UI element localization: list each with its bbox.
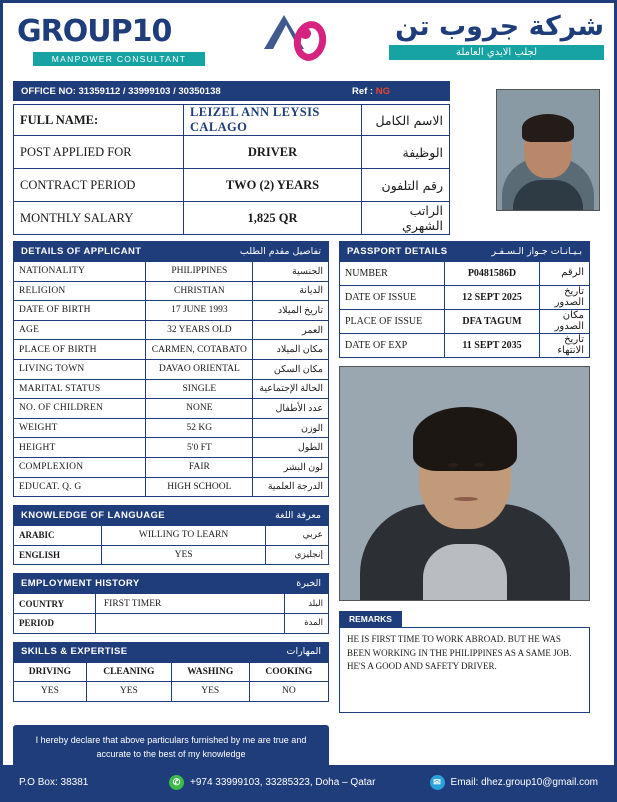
row-label-arabic: العمر xyxy=(253,320,329,340)
mail-icon: ✉ xyxy=(430,775,445,790)
row-value: 12 SEPT 2025 xyxy=(445,286,540,310)
footer-email[interactable] xyxy=(430,775,598,790)
row-value: YES xyxy=(102,545,266,565)
ref-text: Ref : xyxy=(351,85,374,97)
skill-value: YES xyxy=(14,682,87,702)
row-value: 52 KG xyxy=(146,418,253,438)
row-label-arabic: الوزن xyxy=(253,418,329,438)
table-row xyxy=(14,262,329,282)
fullname-label: FULL NAME: xyxy=(14,105,184,136)
table-row xyxy=(14,340,329,360)
left-column xyxy=(13,241,329,713)
post-applied-label: POST APPLIED FOR xyxy=(14,136,184,169)
row-label: NO. OF CHILDREN xyxy=(14,399,146,419)
declaration-statement: I hereby declare that above particulars furnished by me are true and accurate to the best of my knowledge xyxy=(13,725,329,770)
table-row xyxy=(340,334,590,358)
table-row xyxy=(14,281,329,301)
skills-table xyxy=(13,662,329,702)
remarks-label: REMARKS xyxy=(339,611,402,627)
row-label: WEIGHT xyxy=(14,418,146,438)
table-row xyxy=(14,359,329,379)
table-row xyxy=(14,682,329,702)
row-label-arabic: الطول xyxy=(253,438,329,458)
table-row xyxy=(14,477,329,497)
language-table xyxy=(13,525,329,565)
contract-period-label: CONTRACT PERIOD xyxy=(14,169,184,202)
row-label: PLACE OF BIRTH xyxy=(14,340,146,360)
row-value: CARMEN, COTABATO xyxy=(146,340,253,360)
row-label-arabic: تاريخ الميلاد xyxy=(253,301,329,321)
section-header-passport xyxy=(339,241,590,261)
table-row xyxy=(14,202,450,235)
footer-phone xyxy=(169,775,430,790)
table-row xyxy=(14,457,329,477)
post-applied-arabic: الوظيفة xyxy=(362,136,450,169)
row-label: ARABIC xyxy=(14,526,102,546)
phone-icon: ✆ xyxy=(169,775,184,790)
row-label: NUMBER xyxy=(340,262,445,286)
row-label: PLACE OF ISSUE xyxy=(340,310,445,334)
row-label-arabic: الدرجة العلمية xyxy=(253,477,329,497)
fullname-label-arabic: الاسم الكامل xyxy=(362,105,450,136)
row-value: FIRST TIMER xyxy=(95,594,284,614)
table-row xyxy=(340,310,590,334)
skill-value: NO xyxy=(249,682,328,702)
post-applied-value: DRIVER xyxy=(184,136,362,169)
right-column xyxy=(339,241,590,713)
table-row xyxy=(14,545,329,565)
logo-arabic-tagline: لجلب الايدي العاملة xyxy=(389,45,604,60)
monthly-salary-label: MONTHLY SALARY xyxy=(14,202,184,235)
table-row xyxy=(14,418,329,438)
row-value: DFA TAGUM xyxy=(445,310,540,334)
employment-section-title: EMPLOYMENT HISTORY xyxy=(21,577,140,589)
fullname-value: LEIZEL ANN LEYSIS CALAGO xyxy=(184,105,362,136)
row-value: DAVAO ORIENTAL xyxy=(146,359,253,379)
row-label: EDUCAT. Q. G xyxy=(14,477,146,497)
table-row xyxy=(14,438,329,458)
skills-section-title-arabic: المهارات xyxy=(286,646,321,657)
row-label: COMPLEXION xyxy=(14,457,146,477)
table-row xyxy=(14,136,450,169)
skill-value: YES xyxy=(171,682,249,702)
company-logo xyxy=(17,9,217,66)
row-label: DATE OF ISSUE xyxy=(340,286,445,310)
row-label: MARITAL STATUS xyxy=(14,379,146,399)
document-header xyxy=(3,3,614,81)
skill-value: YES xyxy=(86,682,171,702)
monthly-salary-value: 1,825 QR xyxy=(184,202,362,235)
row-value: P0481586D xyxy=(445,262,540,286)
row-value: 11 SEPT 2035 xyxy=(445,334,540,358)
contract-period-arabic: رقم التلفون xyxy=(362,169,450,202)
employment-section-title-arabic: الخبرة xyxy=(296,577,321,589)
logo-tagline: MANPOWER CONSULTANT xyxy=(33,52,205,66)
row-label-arabic: مكان الصدور xyxy=(540,310,590,334)
skills-section-title: SKILLS & EXPERTISE xyxy=(21,646,128,657)
language-section-title-arabic: معرفة اللغة xyxy=(275,509,321,521)
row-label-arabic: تاريخ الانتهاء xyxy=(540,334,590,358)
office-number: OFFICE NO: 31359112 / 33999103 / 30350138 xyxy=(21,85,221,97)
passport-section-title: PASSPORT DETAILS xyxy=(347,245,448,257)
row-value: FAIR xyxy=(146,457,253,477)
logo-wordmark xyxy=(17,14,217,49)
row-label-arabic: الحالة الإجتماعية xyxy=(253,379,329,399)
phone-number: +974 33999103, 33285323, Doha – Qatar xyxy=(190,776,376,788)
row-label: RELIGION xyxy=(14,281,146,301)
row-label: COUNTRY xyxy=(14,594,96,614)
applicant-portrait-photo xyxy=(339,366,590,601)
row-label-arabic: مكان الميلاد xyxy=(253,340,329,360)
section-header-skills xyxy=(13,642,329,662)
document-footer xyxy=(3,765,614,799)
section-header-applicant xyxy=(13,241,329,261)
row-value: SINGLE xyxy=(146,379,253,399)
reference-label xyxy=(352,86,450,97)
table-row xyxy=(14,526,329,546)
row-label: DATE OF BIRTH xyxy=(14,301,146,321)
row-value: 32 YEARS OLD xyxy=(146,320,253,340)
table-row xyxy=(14,379,329,399)
email-address[interactable]: Email: dhez.group10@gmail.com xyxy=(450,776,598,788)
passport-details-table xyxy=(339,261,590,358)
contract-period-value: TWO (2) YEARS xyxy=(184,169,362,202)
row-label: AGE xyxy=(14,320,146,340)
skill-header: WASHING xyxy=(171,662,249,682)
office-contact-bar xyxy=(13,81,450,101)
table-row xyxy=(14,169,450,202)
content-columns xyxy=(3,235,614,713)
section-header-employment xyxy=(13,573,329,593)
company-logo-arabic xyxy=(389,9,604,60)
row-value: PHILIPPINES xyxy=(146,262,253,282)
row-value: 5'0 FT xyxy=(146,438,253,458)
table-row xyxy=(14,320,329,340)
table-row xyxy=(340,286,590,310)
skill-header: CLEANING xyxy=(86,662,171,682)
row-label-arabic: الديانة xyxy=(253,281,329,301)
group10-swirl-logo-icon xyxy=(264,13,342,69)
applicant-section-title: DETAILS OF APPLICANT xyxy=(21,245,142,257)
language-section-title: KNOWLEDGE OF LANGUAGE xyxy=(21,509,166,521)
logo-ten-text: 10 xyxy=(131,14,172,49)
center-mark xyxy=(217,9,389,69)
table-row xyxy=(340,262,590,286)
logo-arabic-name: شركة جروب تن xyxy=(395,11,604,42)
row-label: PERIOD xyxy=(14,613,96,633)
row-label-arabic: المدة xyxy=(284,613,328,633)
row-label: HEIGHT xyxy=(14,438,146,458)
row-label-arabic: الجنسية xyxy=(253,262,329,282)
applicant-summary-table xyxy=(13,104,450,235)
table-row xyxy=(14,399,329,419)
applicant-passport-photo xyxy=(496,89,600,211)
row-value: NONE xyxy=(146,399,253,419)
table-row xyxy=(14,105,450,136)
row-label: NATIONALITY xyxy=(14,262,146,282)
table-row xyxy=(14,301,329,321)
applicant-section-title-arabic: تفاصيل مقدم الطلب xyxy=(239,245,321,257)
row-label: ENGLISH xyxy=(14,545,102,565)
row-value: WILLING TO LEARN xyxy=(102,526,266,546)
applicant-details-table xyxy=(13,261,329,497)
row-label-arabic: تاريخ الصدور xyxy=(540,286,590,310)
row-value: HIGH SCHOOL xyxy=(146,477,253,497)
row-label-arabic: عربي xyxy=(266,526,329,546)
row-label: LIVING TOWN xyxy=(14,359,146,379)
row-label-arabic: مكان السكن xyxy=(253,359,329,379)
row-value: 17 JUNE 1993 xyxy=(146,301,253,321)
row-label-arabic: الرقم xyxy=(540,262,590,286)
monthly-salary-arabic: الراتب الشهري xyxy=(362,202,450,235)
row-value: CHRISTIAN xyxy=(146,281,253,301)
ref-value: NG xyxy=(375,85,390,97)
skill-header: COOKING xyxy=(249,662,328,682)
row-value xyxy=(95,613,284,633)
remarks-text: HE IS FIRST TIME TO WORK ABROAD. BUT HE WAS BEEN WORKING IN THE PHILIPPINES AS A SAME JOB. HE'S A GOOD AND SAFETY DRIVER. xyxy=(339,627,590,713)
table-row xyxy=(14,594,329,614)
employment-history-table xyxy=(13,593,329,633)
passport-section-title-arabic: بـيـانـات جـواز الـسـفـر xyxy=(491,245,582,257)
row-label-arabic: إنجليزي xyxy=(266,545,329,565)
row-label-arabic: عدد الأطفال xyxy=(253,399,329,419)
table-row xyxy=(14,613,329,633)
row-label-arabic: البلد xyxy=(284,594,328,614)
row-label-arabic: لون البشر xyxy=(253,457,329,477)
skill-header: DRIVING xyxy=(14,662,87,682)
po-box: P.O Box: 38381 xyxy=(19,776,89,788)
section-header-language xyxy=(13,505,329,525)
table-header-row xyxy=(14,662,329,682)
row-label: DATE OF EXP xyxy=(340,334,445,358)
logo-main-text: GROUP xyxy=(17,14,132,49)
